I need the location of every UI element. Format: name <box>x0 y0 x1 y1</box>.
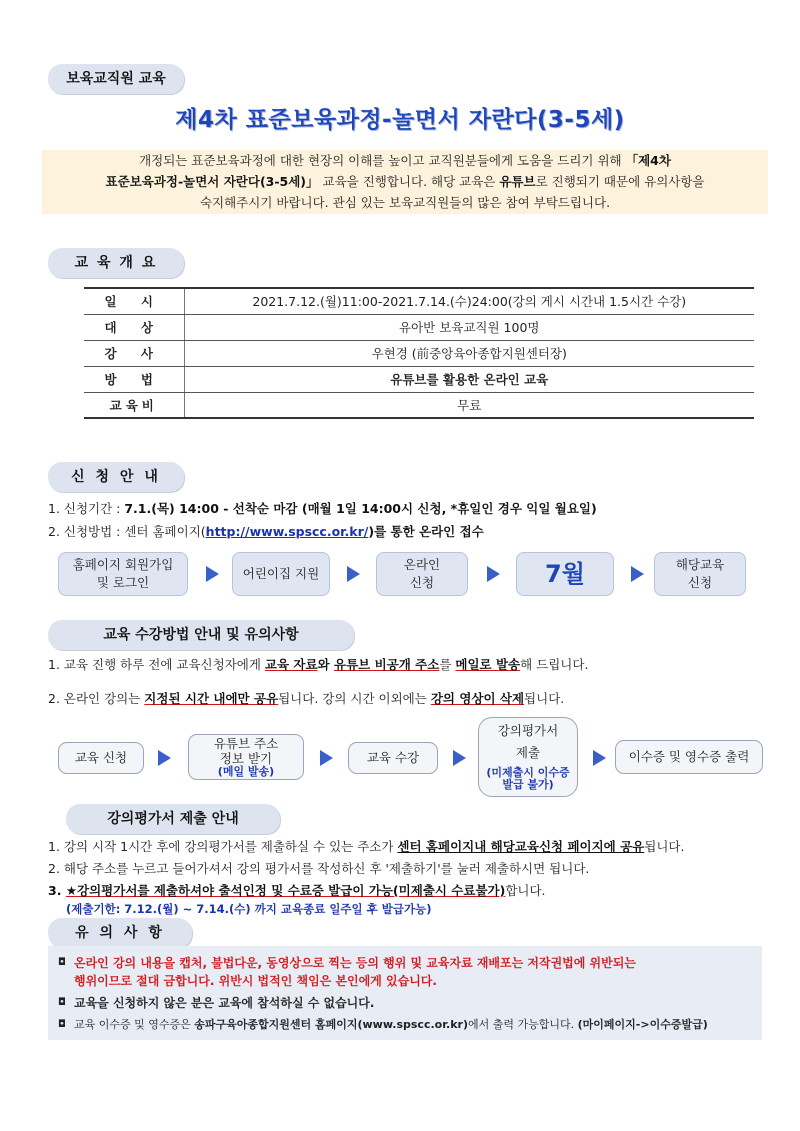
section-heading-overview: 교 육 개 요 <box>48 248 184 278</box>
apply-method: 2. 신청방법 : 센터 홈페이지(http://www.spscc.or.kr/)를 통한 온라인 접수 <box>48 524 484 539</box>
howto-line-1: 1. 교육 진행 하루 전에 교육신청자에게 교육 자료와 유튜브 비공개 주소를 메일로 발송해 드립니다. <box>48 657 589 672</box>
row-key: 교육비 <box>84 392 184 418</box>
section-heading-apply: 신 청 안 내 <box>48 462 184 492</box>
row-key: 강 사 <box>84 340 184 366</box>
arrow-icon <box>158 750 171 766</box>
apply-period: 1. 신청기간 : 7.1.(목) 14:00 - 선착순 마감 (매월 1일 14:00시 신청, *휴일인 경우 익일 월요일) <box>48 501 597 516</box>
arrow-icon <box>631 566 644 582</box>
arrow-icon <box>487 566 500 582</box>
evaluation-deadline: (제출기한: 7.12.(월) ~ 7.14.(수) 까지 교육종료 일주일 후 발급가능) <box>66 902 432 916</box>
arrow-icon <box>206 566 219 582</box>
table-row <box>84 340 754 366</box>
row-key: 방 법 <box>84 366 184 392</box>
row-value: 유튜브를 활용한 온라인 교육 <box>184 366 754 392</box>
row-value: 우현경 (前중앙육아종합지원센터장) <box>184 340 754 366</box>
flow-apply: 교육 신청 <box>58 742 144 774</box>
overview-table <box>84 287 754 419</box>
arrow-icon <box>593 750 606 766</box>
row-key: 일 시 <box>84 288 184 314</box>
flow-attend: 교육 수강 <box>348 742 438 774</box>
intro-line-3: 숙지해주시기 바랍니다. 관심 있는 보육교직원들의 많은 참여 부탁드립니다. <box>199 195 611 210</box>
flow-certificate: 이수증 및 영수증 출력 <box>615 740 763 774</box>
section-heading-cautions: 유 의 사 항 <box>48 918 192 948</box>
list-item: ◘ 교육 이수증 및 영수증은 송파구육아종합지원센터 홈페이지(www.spscc.or.kr)에서 출력 가능합니다. (마이페이지->이수증발급) <box>58 1016 754 1034</box>
section-heading-evaluation: 강의평가서 제출 안내 <box>66 804 280 834</box>
table-row <box>84 314 754 340</box>
badge: 보육교직원 교육 <box>48 64 184 94</box>
row-value: 유아반 보육교직원 100명 <box>184 314 754 340</box>
howto-line-2: 2. 온라인 강의는 지정된 시간 내에만 공유됩니다. 강의 시간 이외에는 강의 영상이 삭제됩니다. <box>48 691 565 706</box>
arrow-icon <box>320 750 333 766</box>
intro-line-2: 표준보육과정-놀면서 자란다(3-5세)」 교육을 진행합니다. 해당 교육은 유튜브로 진행되기 때문에 유의사항을 <box>105 174 705 189</box>
section-heading-howto: 교육 수강방법 안내 및 유의사항 <box>48 620 354 650</box>
arrow-icon <box>347 566 360 582</box>
evaluation-line-2: 2. 해당 주소를 누르고 들어가셔서 강의 평가서를 작성하신 후 '제출하기'를 눌러 제출하시면 됩니다. <box>48 861 590 876</box>
intro-line-1: 개정되는 표준보육과정에 대한 현장의 이해를 높이고 교직원분들에게 도움을 드리기 위해 「제4차 <box>139 153 671 168</box>
row-value: 2021.7.12.(월)11:00-2021.7.14.(수)24:00(강의 게시 시간내 1.5시간 수강) <box>184 288 754 314</box>
step-signup: 홈페이지 회원가입 및 로그인 <box>58 552 188 596</box>
list-item: ◘ 교육을 신청하지 않은 분은 교육에 참석하실 수 없습니다. <box>58 996 375 1010</box>
page-title: 제4차 표준보육과정-놀면서 자란다(3-5세) <box>175 107 625 133</box>
arrow-icon <box>453 750 466 766</box>
evaluation-line-3: 3. ★강의평가서를 제출하셔야 출석인정 및 수료증 발급이 가능(미제출시 수료불가)합니다. <box>48 883 546 898</box>
step-online: 온라인 신청 <box>376 552 468 596</box>
step-month: 7월 <box>516 552 614 596</box>
table-row <box>84 288 754 314</box>
list-item: ◘ 온라인 강의 내용을 캡처, 불법다운, 동영상으로 찍는 등의 행위 및 교육자료 재배포는 저작권법에 위반되는 행위이므로 절대 금합니다. 위반시 법적인 책임은 본인에게 있습니다. <box>58 956 636 988</box>
square-bullet-icon: ◘ <box>58 1019 66 1030</box>
step-daycare: 어린이집 지원 <box>232 552 330 596</box>
table-row <box>84 366 754 392</box>
row-key: 대 상 <box>84 314 184 340</box>
cautions-box <box>48 946 762 1040</box>
homepage-link[interactable]: http://www.spscc.or.kr/ <box>205 524 369 539</box>
flow-youtube: 유튜브 주소 정보 받기 (메일 발송) <box>188 734 304 780</box>
row-value: 무료 <box>184 392 754 418</box>
intro-box <box>42 150 768 214</box>
evaluation-line-1: 1. 강의 시작 1시간 후에 강의평가서를 제출하실 수 있는 주소가 센터 홈페이지내 해당교육신청 페이지에 공유됩니다. <box>48 839 685 854</box>
step-course: 해당교육 신청 <box>654 552 746 596</box>
square-bullet-icon: ◘ <box>58 957 66 968</box>
square-bullet-icon: ◘ <box>58 997 66 1008</box>
table-row <box>84 392 754 418</box>
flow-evaluation: 강의평가서 제출 (미제출시 이수증 발급 불가) <box>478 717 578 797</box>
